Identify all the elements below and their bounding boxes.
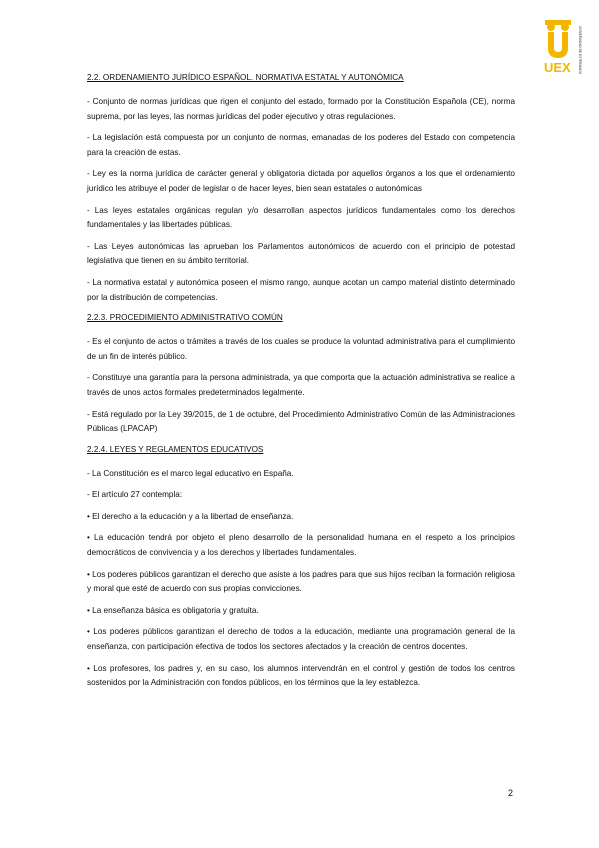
paragraph: - La legislación está compuesta por un conjunto de normas, emanadas de los poderes del Estado con competencia para la creación de estas. xyxy=(87,133,515,157)
paragraph: - La Constitución es el marco legal educativo en España. xyxy=(87,468,294,478)
document-body xyxy=(87,72,515,698)
paragraph: - Constituye una garantía para la persona administrada, ya que comporta que la actuación administrativa se realice a través de unos actos formales predeterminados legalmente. xyxy=(87,373,515,397)
university-logo xyxy=(541,18,587,74)
section-heading: 2.2.3. PROCEDIMIENTO ADMINISTRATIVO COMÚN xyxy=(87,313,283,323)
paragraph: - La normativa estatal y autonómica poseen el mismo rango, aunque acotan un campo material distinto determinado por la distribución de competencias. xyxy=(87,277,515,302)
list-item: • La enseñanza básica es obligatoria y gratuita. xyxy=(87,605,259,615)
svg-text:UEX: UEX xyxy=(544,60,571,74)
paragraph: - Las leyes estatales orgánicas regulan y/o desarrollan aspectos jurídicos fundamentales como los derechos fundamentales y las libertades públicas. xyxy=(87,205,515,230)
page-number: 2 xyxy=(508,788,514,798)
list-item: • Los profesores, los padres y, en su caso, los alumnos intervendrán en el control y gestión de todos los centros sostenidos por la Administración con fondos públicos, en los términos que la ley establezca. xyxy=(87,663,515,688)
paragraph: - El artículo 27 contempla: xyxy=(87,490,183,500)
list-item: • La educación tendrá por objeto el pleno desarrollo de la personalidad humana en el respeto a los principios democráticos de convivencia y a los derechos y libertades fundamentales. xyxy=(87,533,515,558)
paragraph: - Es el conjunto de actos o trámites a través de los cuales se produce la voluntad administrativa para el cumplimiento de un fin de interés público. xyxy=(87,337,515,361)
list-item: • Los poderes públicos garantizan el derecho de todos a la educación, mediante una programación general de la enseñanza, con participación efectiva de todos los sectores afectados y la creación de centros docentes. xyxy=(87,627,515,652)
list-item: • El derecho a la educación y a la libertad de enseñanza. xyxy=(87,511,294,521)
section-heading: 2.2.4. LEYES Y REGLAMENTOS EDUCATIVOS xyxy=(87,444,264,454)
list-item: • Los poderes públicos garantizan el derecho que asiste a los padres para que sus hijos reciban la formación religiosa y moral que esté de acuerdo con sus propias convicciones. xyxy=(87,569,515,594)
section-procedimiento xyxy=(87,312,515,437)
section-heading: 2.2. ORDENAMIENTO JURÍDICO ESPAÑOL. NORMATIVA ESTATAL Y AUTONÓMICA xyxy=(87,73,404,82)
uex-logo-icon xyxy=(541,18,587,74)
paragraph: - Conjunto de normas jurídicas que rigen el conjunto del estado, formado por la Constitución Española (CE), norma suprema, por las leyes, las normas jurídicas del poder ejecutivo y otras regulaciones. xyxy=(87,97,515,121)
section-leyes-educativas xyxy=(87,444,515,691)
paragraph: - Ley es la norma jurídica de carácter general y obligatoria dictada por aquellos órganos a los que el ordenamiento jurídico les atribuye el poder de legislar o de hacer leyes, bien sean estatales o autonómicas xyxy=(87,169,515,193)
paragraph: - Está regulado por la Ley 39/2015, de 1 de octubre, del Procedimiento Administrativo Común de las Administraciones Públicas (LPACAP) xyxy=(87,409,515,434)
svg-text:UNIVERSIDAD DE EXTREMADURA: UNIVERSIDAD DE EXTREMADURA xyxy=(578,26,582,74)
paragraph: - Las Leyes autonómicas las aprueban los Parlamentos autonómicos de acuerdo con el principio de potestad legislativa que tienen en su ámbito territorial. xyxy=(87,241,515,266)
section-ordenamiento xyxy=(87,72,515,305)
